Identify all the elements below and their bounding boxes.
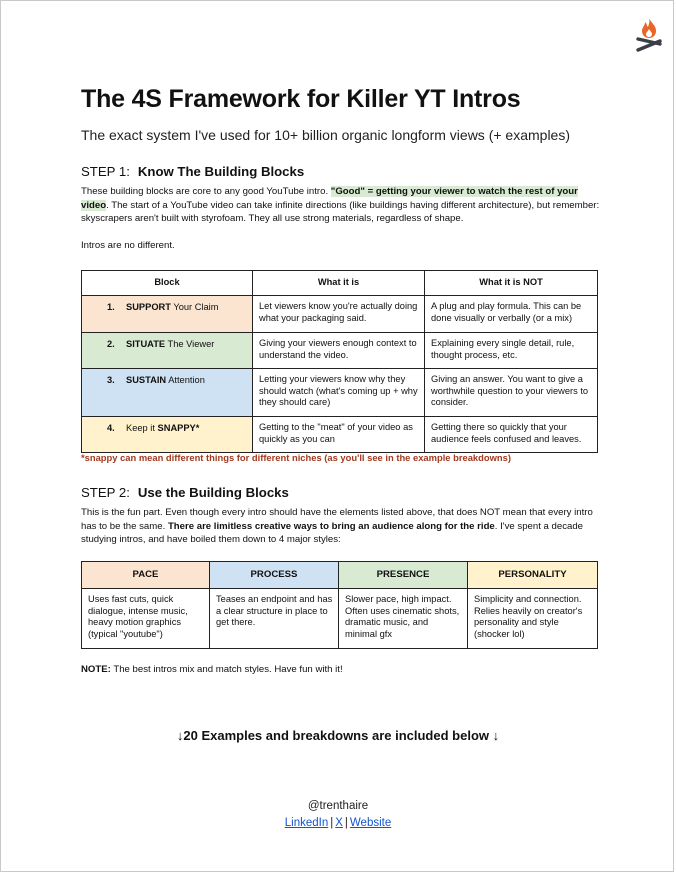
step2-heading	[81, 485, 289, 500]
step2-label: STEP 2:	[81, 485, 130, 500]
style-header-process: PROCESS	[210, 562, 339, 589]
examples-callout: ↓20 Examples and breakdowns are included below ↓	[176, 728, 500, 743]
linkedin-link[interactable]: LinkedIn	[284, 817, 329, 829]
table-row	[82, 417, 598, 453]
building-blocks-table	[81, 270, 598, 453]
table-header: Block	[82, 271, 253, 296]
style-desc-personality: Simplicity and connection. Relies heavily on creator's personality and style (shocker lol)	[468, 589, 598, 649]
what-it-is-not-cell: A plug and play formula. This can be done visually or verbally (or a mix)	[425, 296, 598, 333]
page-subtitle: The exact system I've used for 10+ billion organic longform views (+ examples)	[81, 127, 571, 143]
step1-paragraph: These building blocks are core to any good YouTube intro. "Good" = getting your viewer to watch the rest of your video. The start of a YouTube video can take infinite directions (like buildings having different architecture), but remember: skyscrapers aren't built with styrofoam. They all use strong materials, regardless of shape.	[81, 186, 600, 225]
note-label: NOTE:	[81, 664, 111, 675]
block-cell-situate: 2. SITUATE The Viewer	[82, 333, 253, 369]
snappy-footnote: *snappy can mean different things for different niches (as you'll see in the example breakdowns)	[81, 452, 511, 463]
what-it-is-cell: Let viewers know you're actually doing what your packaging said.	[253, 296, 425, 333]
styles-header-row	[82, 562, 598, 589]
what-it-is-not-cell: Getting there so quickly that your audience feels confused and leaves.	[425, 417, 598, 453]
what-it-is-cell: Getting to the "meat" of your video as quickly as you can	[253, 417, 425, 453]
table-row	[82, 296, 598, 333]
link-separator: |	[344, 817, 348, 829]
styles-description-row	[82, 589, 598, 649]
style-header-presence: PRESENCE	[339, 562, 468, 589]
table-row	[82, 369, 598, 417]
style-desc-pace: Uses fast cuts, quick dialogue, intense music, heavy motion graphics (typical "youtube")	[82, 589, 210, 649]
intro-styles-table	[81, 561, 598, 649]
table-header: What it is	[253, 271, 425, 296]
style-header-pace: PACE	[82, 562, 210, 589]
step1-highlight: "Good" = getting your viewer to watch the rest of your video	[81, 186, 578, 211]
website-link[interactable]: Website	[349, 817, 392, 829]
styles-note: NOTE: The best intros mix and match styles. Have fun with it!	[81, 664, 343, 675]
what-it-is-not-cell: Explaining every single detail, rule, thought process, etc.	[425, 333, 598, 369]
what-it-is-cell: Letting your viewers know why they should watch (what's coming up + why they should care)	[253, 369, 425, 417]
step1-title: Know The Building Blocks	[137, 164, 305, 179]
campfire-logo-icon	[634, 17, 664, 53]
step1-label: STEP 1:	[81, 164, 130, 179]
table-row	[82, 333, 598, 369]
style-desc-process: Teases an endpoint and has a clear structure in place to get there.	[210, 589, 339, 649]
style-header-personality: PERSONALITY	[468, 562, 598, 589]
page-title: The 4S Framework for Killer YT Intros	[81, 85, 521, 113]
step1-heading	[81, 164, 304, 179]
link-separator: |	[330, 817, 334, 829]
block-cell-sustain: 3. SUSTAIN Attention	[82, 369, 253, 417]
step1-paragraph-2: Intros are no different.	[81, 240, 175, 251]
style-desc-presence: Slower pace, high impact. Often uses cinematic shots, dramatic music, and minimal gfx	[339, 589, 468, 649]
social-links	[1, 817, 675, 829]
what-it-is-cell: Giving your viewers enough context to understand the video.	[253, 333, 425, 369]
x-link[interactable]: X	[335, 817, 343, 829]
step2-paragraph: This is the fun part. Even though every intro should have the elements listed above, that does NOT mean that every intro has to be the same. There are limitless creative ways to bring an audience along for the ride. I've spent a decade studying intros, and have boiled them down to 4 major styles:	[81, 507, 593, 546]
step2-title: Use the Building Blocks	[137, 485, 289, 500]
table-header: What it is NOT	[425, 271, 598, 296]
block-cell-support: 1. SUPPORT Your Claim	[82, 296, 253, 333]
block-cell-snappy: 4. Keep it SNAPPY*	[82, 417, 253, 453]
step2-bold-text: There are limitless creative ways to bring an audience along for the ride	[167, 520, 495, 532]
table-header-row	[82, 271, 598, 296]
what-it-is-not-cell: Giving an answer. You want to give a worthwhile question to your viewers to consider.	[425, 369, 598, 417]
author-handle: @trenthaire	[307, 800, 369, 812]
